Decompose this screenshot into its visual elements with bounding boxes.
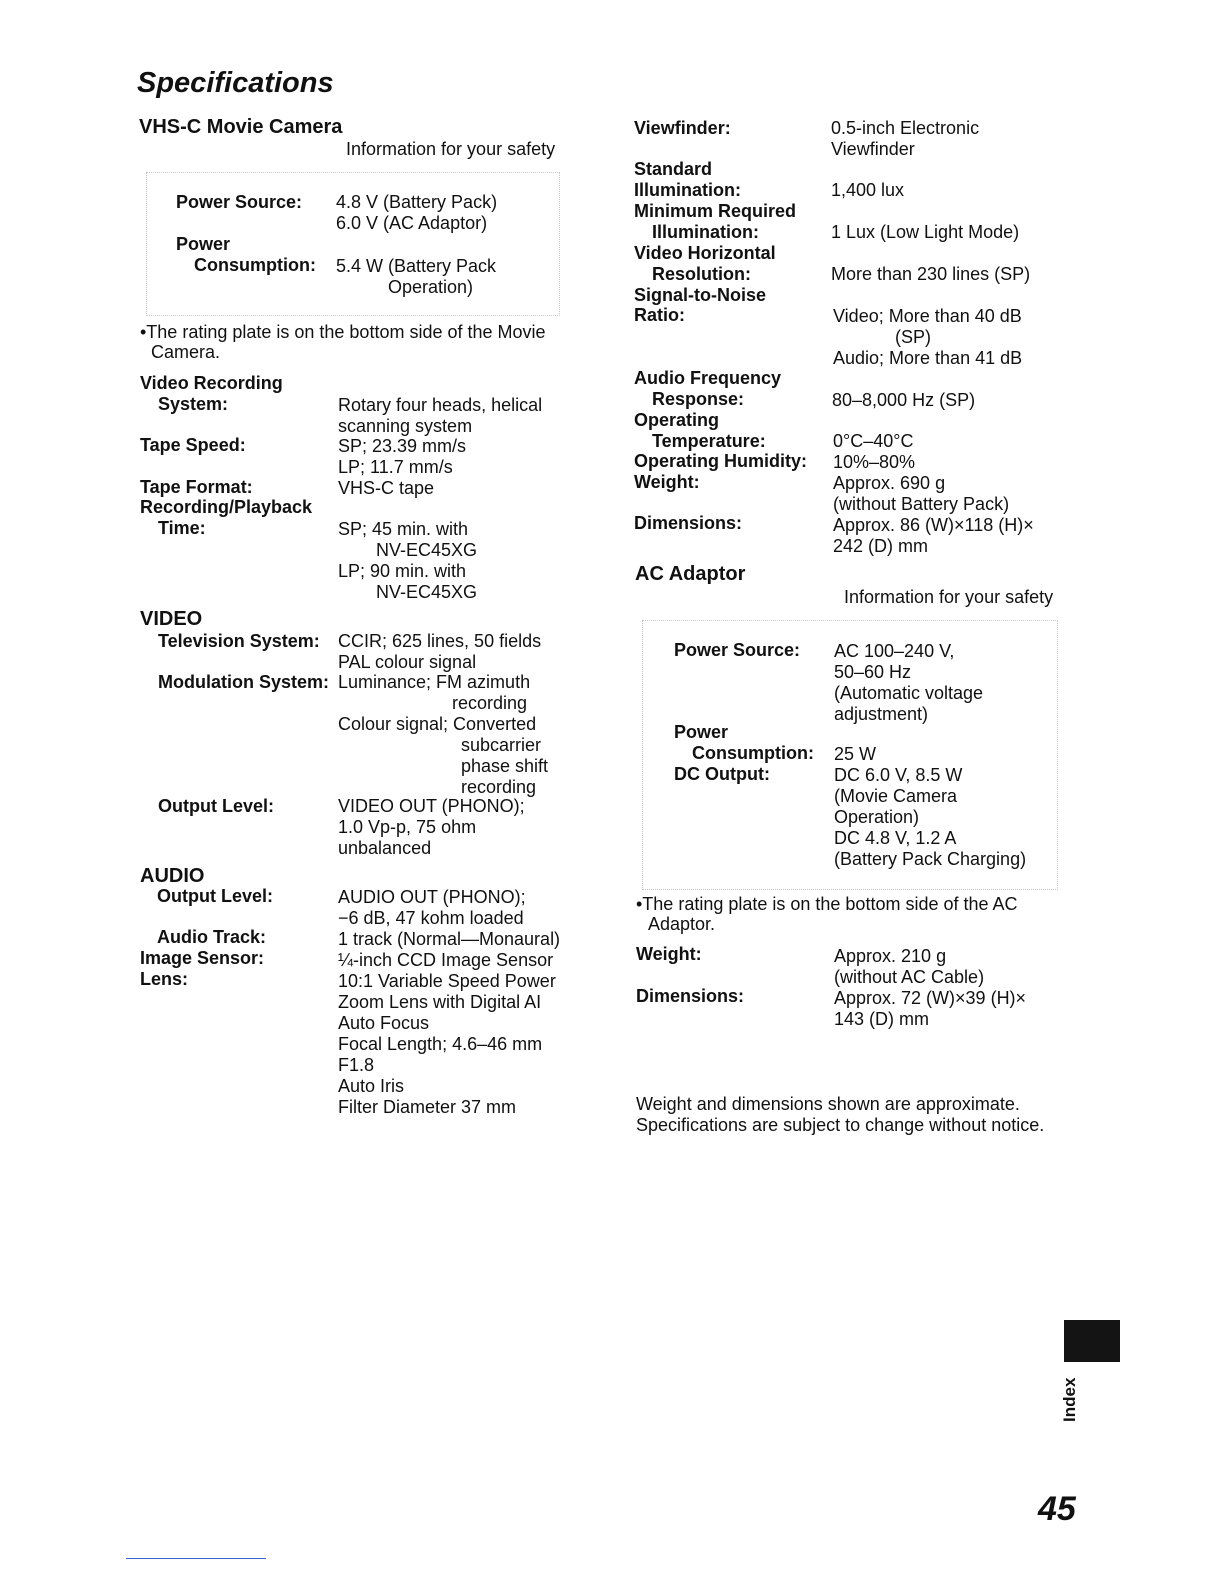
adaptor-weight-value: (without AC Cable) [834,967,985,987]
lens-value: Focal Length; 4.6–46 mm [338,1034,543,1054]
power-source-value: 4.8 V (Battery Pack) [336,192,498,212]
dc-output-value: DC 6.0 V, 8.5 W [834,765,963,785]
adaptor-rating-note: Adaptor. [648,914,716,934]
modulation-value: recording [452,693,528,713]
operating-temp-label: Operating [634,410,720,430]
power-consumption-value: Operation) [388,277,474,297]
operating-temp-value: 0°C–40°C [833,431,914,451]
std-illumination-value: 1,400 lux [831,180,905,200]
adaptor-dimensions-label: Dimensions: [636,986,745,1006]
vrs-label: Video Recording [140,373,283,393]
tape-speed-value: SP; 23.39 mm/s [338,436,467,456]
dc-output-value: (Battery Pack Charging) [834,849,1027,869]
power-consumption-label: Power [176,234,231,254]
viewfinder-value: Viewfinder [831,139,915,159]
snr-value: Audio; More than 41 dB [833,348,1023,368]
adaptor-power-source-value: adjustment) [834,704,929,724]
adaptor-weight-value: Approx. 210 g [834,946,947,966]
adaptor-dimensions-value: Approx. 72 (W)×39 (H)× [834,988,1027,1008]
tv-system-value: CCIR; 625 lines, 50 fields [338,631,542,651]
rating-note: Camera. [151,342,221,362]
footer-note: Specifications are subject to change without notice. [636,1115,1045,1135]
adaptor-rating-note: •The rating plate is on the bottom side of the AC [636,894,1018,914]
image-sensor-value: ¼-inch CCD Image Sensor [338,950,554,970]
power-consumption-label: Consumption: [194,255,316,275]
operating-humidity-value: 10%–80% [833,452,916,472]
rp-time-value: SP; 45 min. with [338,519,469,539]
min-illumination-label: Illumination: [652,222,759,242]
tv-system-label: Television System: [158,631,320,651]
rp-time-value: NV-EC45XG [376,540,478,560]
audio-frequency-label: Response: [652,389,745,409]
rp-time-value: NV-EC45XG [376,582,478,602]
lens-value: F1.8 [338,1055,375,1075]
resolution-value: More than 230 lines (SP) [831,264,1031,284]
lens-value: Zoom Lens with Digital AI [338,992,542,1012]
power-consumption-value: 5.4 W (Battery Pack [336,256,497,276]
index-tab-label: Index [1060,1377,1079,1422]
page-title: Specifications [137,67,334,99]
video-output-value: VIDEO OUT (PHONO); [338,796,525,816]
lens-value: Filter Diameter 37 mm [338,1097,517,1117]
modulation-value: phase shift [461,756,549,776]
min-illumination-label: Minimum Required [634,201,797,221]
camera-heading: VHS-C Movie Camera [139,116,343,138]
viewfinder-label: Viewfinder: [634,118,731,138]
audio-frequency-value: 80–8,000 Hz (SP) [832,390,976,410]
video-output-value: 1.0 Vp-p, 75 ohm [338,817,477,837]
snr-label: Signal-to-Noise [634,285,767,305]
page-number: 45 [1038,1490,1076,1528]
tape-speed-label: Tape Speed: [140,435,246,455]
audio-track-value: 1 track (Normal—Monaural) [338,929,561,949]
modulation-value: Luminance; FM azimuth [338,672,531,692]
std-illumination-label: Illumination: [634,180,741,200]
audio-output-label: Output Level: [157,886,273,906]
weight-value: Approx. 690 g [833,473,946,493]
footer-rule [126,1558,266,1559]
dc-output-value: (Movie Camera [834,786,958,806]
std-illumination-label: Standard [634,159,713,179]
audio-heading: AUDIO [140,865,205,887]
adaptor-power-source-value: (Automatic voltage [834,683,984,703]
modulation-label: Modulation System: [158,672,330,692]
rp-time-label: Time: [158,518,206,538]
snr-value: (SP) [895,327,931,347]
camera-safety-title: Information for your safety [346,139,556,159]
dc-output-value: Operation) [834,807,920,827]
adaptor-power-consumption-value: 25 W [834,744,877,764]
snr-value: Video; More than 40 dB [833,306,1022,326]
viewfinder-value: 0.5-inch Electronic [831,118,980,138]
power-source-value: 6.0 V (AC Adaptor) [336,213,488,233]
adaptor-safety-title: Information for your safety [844,587,1054,607]
adaptor-power-source-value: AC 100–240 V, [834,641,955,661]
adaptor-dimensions-value: 143 (D) mm [834,1009,930,1029]
vrs-label: System: [158,394,229,414]
operating-humidity-label: Operating Humidity: [634,451,808,471]
tape-format-value: VHS-C tape [338,478,435,498]
adaptor-heading: AC Adaptor [635,563,746,585]
footer-note: Weight and dimensions shown are approximate. [636,1094,1020,1114]
video-output-value: unbalanced [338,838,432,858]
lens-value: Auto Iris [338,1076,405,1096]
adaptor-weight-label: Weight: [636,944,702,964]
audio-track-label: Audio Track: [157,927,267,947]
adaptor-power-consumption-label: Power [674,722,729,742]
video-heading: VIDEO [140,608,203,630]
audio-output-value: −6 dB, 47 kohm loaded [338,908,524,928]
dimensions-label: Dimensions: [634,513,743,533]
vrs-value: Rotary four heads, helical [338,395,543,415]
adaptor-power-consumption-label: Consumption: [692,743,814,763]
audio-frequency-label: Audio Frequency [634,368,782,388]
resolution-label: Video Horizontal [634,243,776,263]
adaptor-power-source-value: 50–60 Hz [834,662,912,682]
tape-format-label: Tape Format: [140,477,253,497]
tv-system-value: PAL colour signal [338,652,477,672]
rp-time-value: LP; 90 min. with [338,561,467,581]
dc-output-label: DC Output: [674,764,770,784]
lens-value: Auto Focus [338,1013,430,1033]
resolution-label: Resolution: [652,264,751,284]
dimensions-value: 242 (D) mm [833,536,929,556]
vrs-value: scanning system [338,416,473,436]
audio-output-value: AUDIO OUT (PHONO); [338,887,526,907]
video-output-label: Output Level: [158,796,274,816]
lens-value: 10:1 Variable Speed Power [338,971,556,991]
weight-value: (without Battery Pack) [833,494,1010,514]
dimensions-value: Approx. 86 (W)×118 (H)× [833,515,1034,535]
rating-note: •The rating plate is on the bottom side of the Movie [140,322,546,342]
image-sensor-label: Image Sensor: [140,948,265,968]
modulation-value: subcarrier [461,735,542,755]
tape-speed-value: LP; 11.7 mm/s [338,457,453,477]
modulation-value: recording [461,777,537,797]
operating-temp-label: Temperature: [652,431,766,451]
weight-label: Weight: [634,472,700,492]
dc-output-value: DC 4.8 V, 1.2 A [834,828,957,848]
rp-time-label: Recording/Playback [140,497,313,517]
min-illumination-value: 1 Lux (Low Light Mode) [831,222,1020,242]
adaptor-power-source-label: Power Source: [674,640,801,660]
power-source-label: Power Source: [176,192,303,212]
snr-label: Ratio: [634,305,685,325]
index-tab-block [1064,1320,1120,1362]
lens-label: Lens: [140,969,189,989]
modulation-value: Colour signal; Converted [338,714,537,734]
